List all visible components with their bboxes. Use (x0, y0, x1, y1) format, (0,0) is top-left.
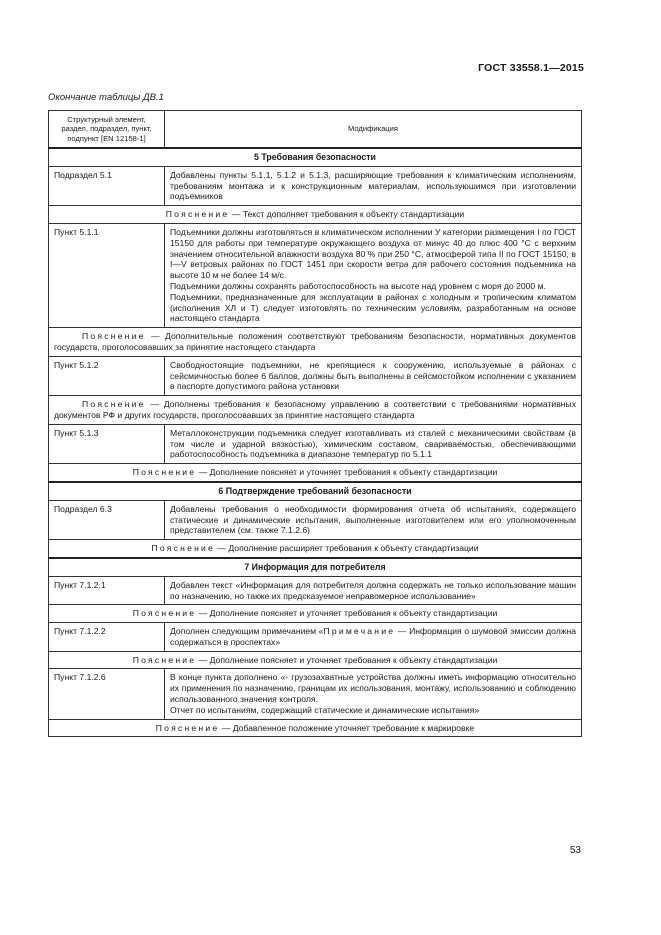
section-title: 6 Подтверждение требований безопасности (49, 482, 582, 500)
note-dash: — (145, 331, 166, 342)
table-row (49, 576, 582, 605)
note-text: Дополнены требования к безопасному управлению в соответствии с требованиями нормативных документов РФ и других государств, проголосовавших за принятие настоящего стандарта (54, 399, 576, 420)
page-number: 53 (569, 845, 581, 856)
note-row (49, 605, 582, 623)
table-row (49, 500, 582, 539)
note-row (49, 206, 582, 224)
section-title: 7 Информация для потребителя (49, 558, 582, 576)
column-header-element: Структурный элемент, раздел, подраздел, пункт, подпункт [EN 12158-1] (49, 111, 165, 149)
note-dash: — (215, 543, 229, 554)
table-row (49, 623, 582, 652)
row-element: Подраздел 5.1 (49, 166, 165, 205)
section-row (49, 148, 582, 166)
modification-text (170, 626, 576, 648)
note-row (49, 651, 582, 669)
section-row (49, 482, 582, 500)
modification-text: В конце пункта дополнено «- грузозахватные устройства должны иметь информацию относительно их применения по назначению, границам их использования, монтажу, использованию и соблюдению использованного значения контроля. (170, 672, 576, 705)
modification-text-note-word: Примечание (323, 626, 396, 637)
note-cell (49, 719, 582, 737)
column-header-modification: Модификация (165, 111, 582, 149)
table-caption: Окончание таблицы ДВ.1 (48, 92, 164, 103)
modification-text: Подъемники должны сохранять работоспособность на высоте над уровнем с моря до 2000 м. (170, 280, 546, 291)
note-text: Дополнение расширяет требования к объекту стандартизации (228, 543, 479, 554)
note-label: Пояснение (82, 331, 146, 342)
note-dash: — (196, 654, 210, 665)
row-element: Пункт 7.1.2.6 (49, 669, 165, 719)
row-element: Пункт 5.1.1 (49, 223, 165, 327)
note-dash: — (229, 209, 243, 220)
table-row (49, 166, 582, 205)
row-element: Пункт 7.1.2.1 (49, 576, 165, 605)
note-dash: — (145, 399, 164, 410)
note-label: Пояснение (165, 209, 230, 220)
note-cell (49, 540, 582, 558)
table-row (49, 424, 582, 463)
row-element: Подраздел 6.3 (49, 500, 165, 539)
note-cell (49, 651, 582, 669)
note-cell (49, 464, 582, 482)
note-cell (49, 605, 582, 623)
note-text: Дополнение поясняет и уточняет требования к объекту стандартизации (209, 467, 498, 478)
row-modification (165, 424, 582, 463)
note-dash: — (196, 467, 210, 478)
row-modification (165, 500, 582, 539)
row-element: Пункт 5.1.2 (49, 356, 165, 395)
note-cell (49, 328, 582, 357)
note-row (49, 540, 582, 558)
section-row (49, 558, 582, 576)
note-label: Пояснение (132, 654, 197, 665)
modification-text: Добавлены требования о необходимости формирования отчета об испытаниях, содержащего статические и динамические испытания, выполненные изготовителем или его уполномоченным представителем (см. также 7.1.2.6) (170, 503, 576, 536)
modification-text: Отчет по испытаниям, содержащий статические и динамические испытания» (170, 704, 480, 715)
note-row (49, 328, 582, 357)
note-label: Пояснение (151, 543, 216, 554)
row-modification (165, 166, 582, 205)
row-modification (165, 576, 582, 605)
note-dash: — (219, 722, 233, 733)
note-label: Пояснение (132, 608, 197, 619)
note-text: Дополнительные положения соответствуют требованиям безопасности, нормативных документов государств, проголосовавших за принятие настоящего стандарта (54, 331, 576, 352)
note-row (49, 719, 582, 737)
row-modification (165, 223, 582, 327)
note-text: Дополнение поясняет и уточняет требования к объекту стандартизации (209, 608, 498, 619)
note-row (49, 464, 582, 482)
modification-text: Подъемники должны изготовляться в климатическом исполнении У категории размещения I по ГОСТ 15150 для работы при температуре окружающего воздуха от минус 40 до плюс 400 °С с верхним значением относительной влажности воздуха 80 % при 250 °С, атмосферой типа II по ГОСТ 15150, в I—V ветровых районах по ГОСТ 1451 при скорости ветра для рабочего состояния подъемника на высоте 10 м не более 14 м/с. (170, 226, 576, 281)
note-row (49, 396, 582, 425)
modifications-table (48, 110, 582, 737)
modification-text-post: — Информация о шумовой эмиссии должна содержаться в проспектах» (170, 626, 577, 647)
note-cell (49, 206, 582, 224)
note-label: Пояснение (132, 467, 197, 478)
modification-text: Металлоконструкции подъемника следует изготавливать из сталей с механическими свойствам (в том числе и ударной вязкостью), химическим составом, свариваемостью, обеспечивающими работоспособность подъемника в диапазоне температур по 5.1.1 (170, 427, 576, 460)
note-label: Пояснение (82, 399, 146, 410)
note-text: Текст дополняет требования к объекту стандартизации (242, 209, 465, 220)
row-element: Пункт 7.1.2.2 (49, 623, 165, 652)
table-row (49, 223, 582, 327)
row-modification (165, 356, 582, 395)
modification-text: Добавлены пункты 5.1.1, 5.1.2 и 5.1.3, расширяющие требования к климатическим исполнениям, требованиям монтажа и к конструкционным материалам, используюшимся при изготовлении подъемников (170, 169, 576, 202)
table-header-row (49, 111, 582, 149)
note-dash: — (196, 608, 210, 619)
modification-text: Свободностоящие подъемники, не крепящиеся к сооружению, используемые в районах с сейсмичностью более 6 баллов, должны быть выполнены в сейсмостойком исполнении с указанием в паспорте допустимого района установки (170, 359, 576, 392)
section-title: 5 Требования безопасности (49, 148, 582, 166)
document-code: ГОСТ 33558.1—2015 (478, 62, 584, 74)
note-text: Дополнение поясняет и уточняет требования к объекту стандартизации (209, 654, 498, 665)
modification-text: Добавлен текст «Информация для потребителя должна содержать не только использование машин по назначению, но также их предсказуемое неправомерное использование» (170, 579, 576, 601)
note-cell (49, 396, 582, 425)
row-element: Пункт 5.1.3 (49, 424, 165, 463)
row-modification (165, 669, 582, 719)
modification-text: Подъемники, предназначенные для эксплуатации в районах с холодным и тропическим климатом (исполнения ХЛ и Т) следует изготовлять по техническим условиям, разработанным на основе настоящего стандарта (170, 291, 576, 324)
note-label: Пояснение (155, 722, 220, 733)
modification-text-pre: Дополнен следующим примечанием « (170, 626, 324, 637)
note-text: Добавленное положение уточняет требование к маркировке (232, 722, 475, 733)
row-modification (165, 623, 582, 652)
table-row (49, 669, 582, 719)
table-row (49, 356, 582, 395)
